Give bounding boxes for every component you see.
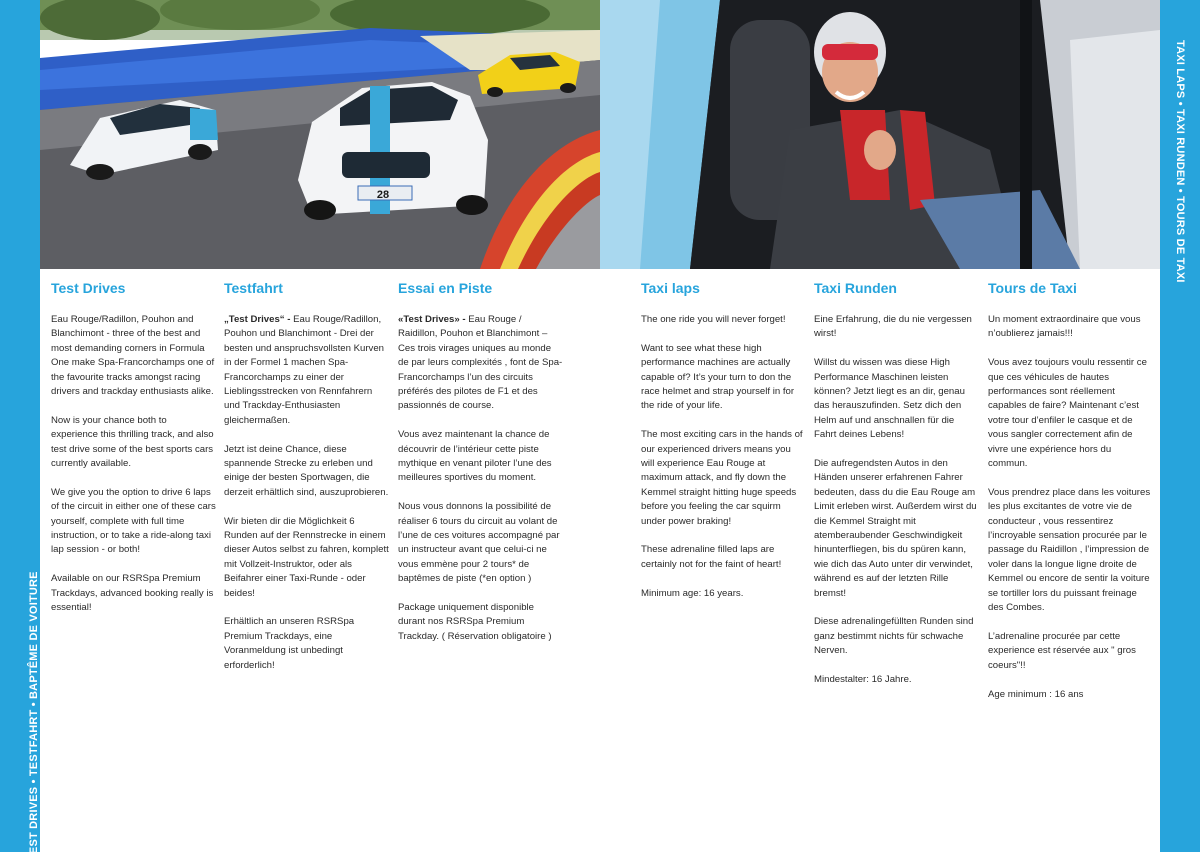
column-title: Testfahrt [224, 280, 283, 296]
driver-cockpit-photo [600, 0, 1160, 269]
paragraph-text: Erhältlich an unseren RSRSpa Premium Trackdays, eine Voranmeldung ist unbedingt erforderlich! [224, 616, 355, 671]
paragraph [988, 688, 1153, 702]
paragraph-text: Mindestalter: 16 Jahre. [814, 674, 912, 686]
paragraph-text: Eine Erfahrung, die du nie vergessen wirst! [814, 314, 972, 340]
paragraph-text: Vous avez toujours voulu ressentir ce que ces véhicules de hautes performances sont réellement capables de faire? Maintenant c’est votre tour d’enfiler le casque et de vous sangler correctement afin de vivre une expérience hors du commun. [988, 357, 1147, 470]
column-title: Test Drives [51, 280, 126, 296]
paragraph-text: Diese adrenalingefüllten Runden sind ganz bestimmt nichts für schwache Nerven. [814, 616, 974, 657]
column-title: Taxi laps [641, 280, 700, 296]
column-essai-en-piste [398, 279, 563, 659]
paragraph-text: Age minimum : 16 ans [988, 688, 1084, 700]
paragraph [814, 615, 979, 658]
paragraph-text: Now is your chance both to experience this thrilling track, and also test drive some of the best sports cars currently available. [51, 414, 214, 470]
paragraph [814, 673, 979, 687]
paragraph-text: Wir bieten dir die Möglichkeit 6 Runden auf der Rennstrecke in einem dieser Autos selbst zu fahren, komplett mit Vollzeit-Instruktor, oder als Beifahrer einer Taxi-Runde - oder beides! [224, 515, 389, 599]
paragraph [398, 601, 563, 644]
paragraph [51, 572, 216, 615]
paragraph-text: Eau Rouge/Radillon, Pouhon and Blanchimont - three of the best and most demanding corners in Formula One make Spa-Francorchamps one of the favourite tracks amongst racing drivers and trackday enthusiasts alike. [51, 314, 215, 398]
paragraph-text: Jetzt ist deine Chance, diese spannende Strecke zu erleben und einige der besten Sportwagen, die derzeit erhältlich sind, auszuprobieren. [224, 443, 389, 498]
paragraph-text: Eau Rouge/Radillon, Pouhon und Blanchimont - Drei der besten und anspruchsvollsten Kurven in der Formel 1 machen Spa-Francorchamps zu einer der Lieblingsstrecken von Rennfahrern und Trackday-Enthusiasten gleichermaßen. [224, 314, 384, 426]
paragraph [398, 313, 563, 414]
paragraph [988, 356, 1153, 471]
column-taxi-laps [641, 279, 806, 615]
paragraph-text: Vous avez maintenant la chance de découvrir de l’intérieur cette piste mythique en venant piloter l’une des meilleures sportives du moment. [398, 429, 552, 484]
right-side-label-text: TAXI LAPS • TAXI RUNDEN • TOURS DE TAXI [1174, 40, 1186, 283]
paragraph-text: Available on our RSRSpa Premium Trackdays, advanced booking really is essential! [51, 573, 214, 614]
paragraph-text: Un moment extraordinaire que vous n’oublierez jamais!!! [988, 314, 1141, 340]
paragraph [224, 615, 389, 673]
column-test-drives [51, 279, 216, 630]
paragraph [224, 515, 389, 601]
paragraph [814, 457, 979, 601]
paragraph-text: Willst du wissen was diese High Performance Maschinen leisten können? Jetzt liegt es an dir, genau das herauszufinden. Setz dich den Helm auf und anschnallen für die Fahrt deines Lebens! [814, 357, 965, 441]
paragraph-text: Eau Rouge / Raidillon, Pouhon et Blanchimont –Ces trois virages uniques au monde de par leurs complexités , font de Spa-Francorchamps l’un des circuits préférés des pilotes de F1 et des passionnés de course. [398, 314, 563, 412]
paragraph [51, 313, 216, 399]
paragraph-text: These adrenaline filled laps are certainly not for the faint of heart! [641, 544, 782, 570]
paragraph [398, 500, 563, 586]
column-title: Essai en Piste [398, 280, 493, 296]
paragraph-text: Minimum age: 16 years. [641, 587, 744, 599]
column-testfahrt [224, 279, 389, 688]
column-taxi-runden [814, 279, 979, 702]
paragraph [641, 587, 806, 601]
paragraph [988, 313, 1153, 342]
paragraph-lead: „Test Drives“ - [224, 314, 291, 325]
paragraph [641, 313, 806, 327]
paragraph [988, 486, 1153, 616]
column-title: Taxi Runden [814, 280, 897, 296]
paragraph-text: The one ride you will never forget! [641, 314, 786, 325]
paragraph-text: Vous prendrez place dans les voitures les plus excitantes de votre vie de conducteur , vous ressentirez l’incroyable sensation procurée par le passage du Raidillon , l’impression de voler dans la longue ligne droite de Kemmel ou encore de sentir la voiture se tortiller lors du puissant freinage des Combes. [988, 486, 1151, 614]
column-title: Tours de Taxi [988, 280, 1077, 296]
track-cars-photo [40, 0, 600, 269]
paragraph-text: The most exciting cars in the hands of our experienced drivers means you will experience Eau Rouge at maximum attack, and fly down the Kemmel straight hitting huge speeds before you feeling the car squirm under power braking! [641, 429, 803, 527]
left-side-label-text: TEST DRIVES • TESTFAHRT • BAPTÊME DE VOITURE [28, 571, 40, 861]
column-tours-de-taxi [988, 279, 1153, 716]
paragraph-text: L’adrenaline procurée par cette experience est réservée aux " gros coeurs"!! [988, 630, 1136, 671]
paragraph [814, 356, 979, 442]
paragraph-text: Die aufregendsten Autos in den Händen unserer erfahrenen Fahrer bedeuten, dass du die Eau Rouge am Limit erleben wirst. Außerdem wirst du die Kemmel Straight mit atemberaubender Geschwindigkeit hinunterfliegen, bis du spüren kann, wie dich das Auto unter dir verwindet, während es auf der letzten Rille bremst! [814, 458, 977, 599]
paragraph [51, 414, 216, 472]
paragraph [641, 428, 806, 529]
paragraph [641, 543, 806, 572]
paragraph-text: Want to see what these high performance machines are actually capable of? It’s your turn to don the race helmet and strap yourself in for the ride of your life. [641, 342, 795, 412]
paragraph [641, 342, 806, 414]
paragraph [51, 486, 216, 558]
car-number: 28 [376, 189, 390, 201]
paragraph [988, 630, 1153, 673]
paragraph-text: We give you the option to drive 6 laps of the circuit in either one of these cars yourself, complete with full time instruction, or to take a ride-along taxi lap session - or both! [51, 486, 216, 556]
paragraph-lead: «Test Drives» - [398, 314, 466, 325]
paragraph-text: Nous vous donnons la possibilité de réaliser 6 tours du circuit au volant de l’une de ces voitures accompagné par un instructeur avant que celui-ci ne vous emmène pour 2 tours* de baptêmes de piste (*en option ) [398, 501, 560, 585]
right-side-label [1160, 0, 1200, 852]
paragraph [814, 313, 979, 342]
paragraph-text: Package uniquement disponible durant nos RSRSpa Premium Trackday. ( Réservation obligatoire ) [398, 602, 552, 642]
paragraph [224, 443, 389, 501]
paragraph [398, 428, 563, 486]
left-side-label [0, 0, 40, 861]
paragraph [224, 313, 389, 428]
